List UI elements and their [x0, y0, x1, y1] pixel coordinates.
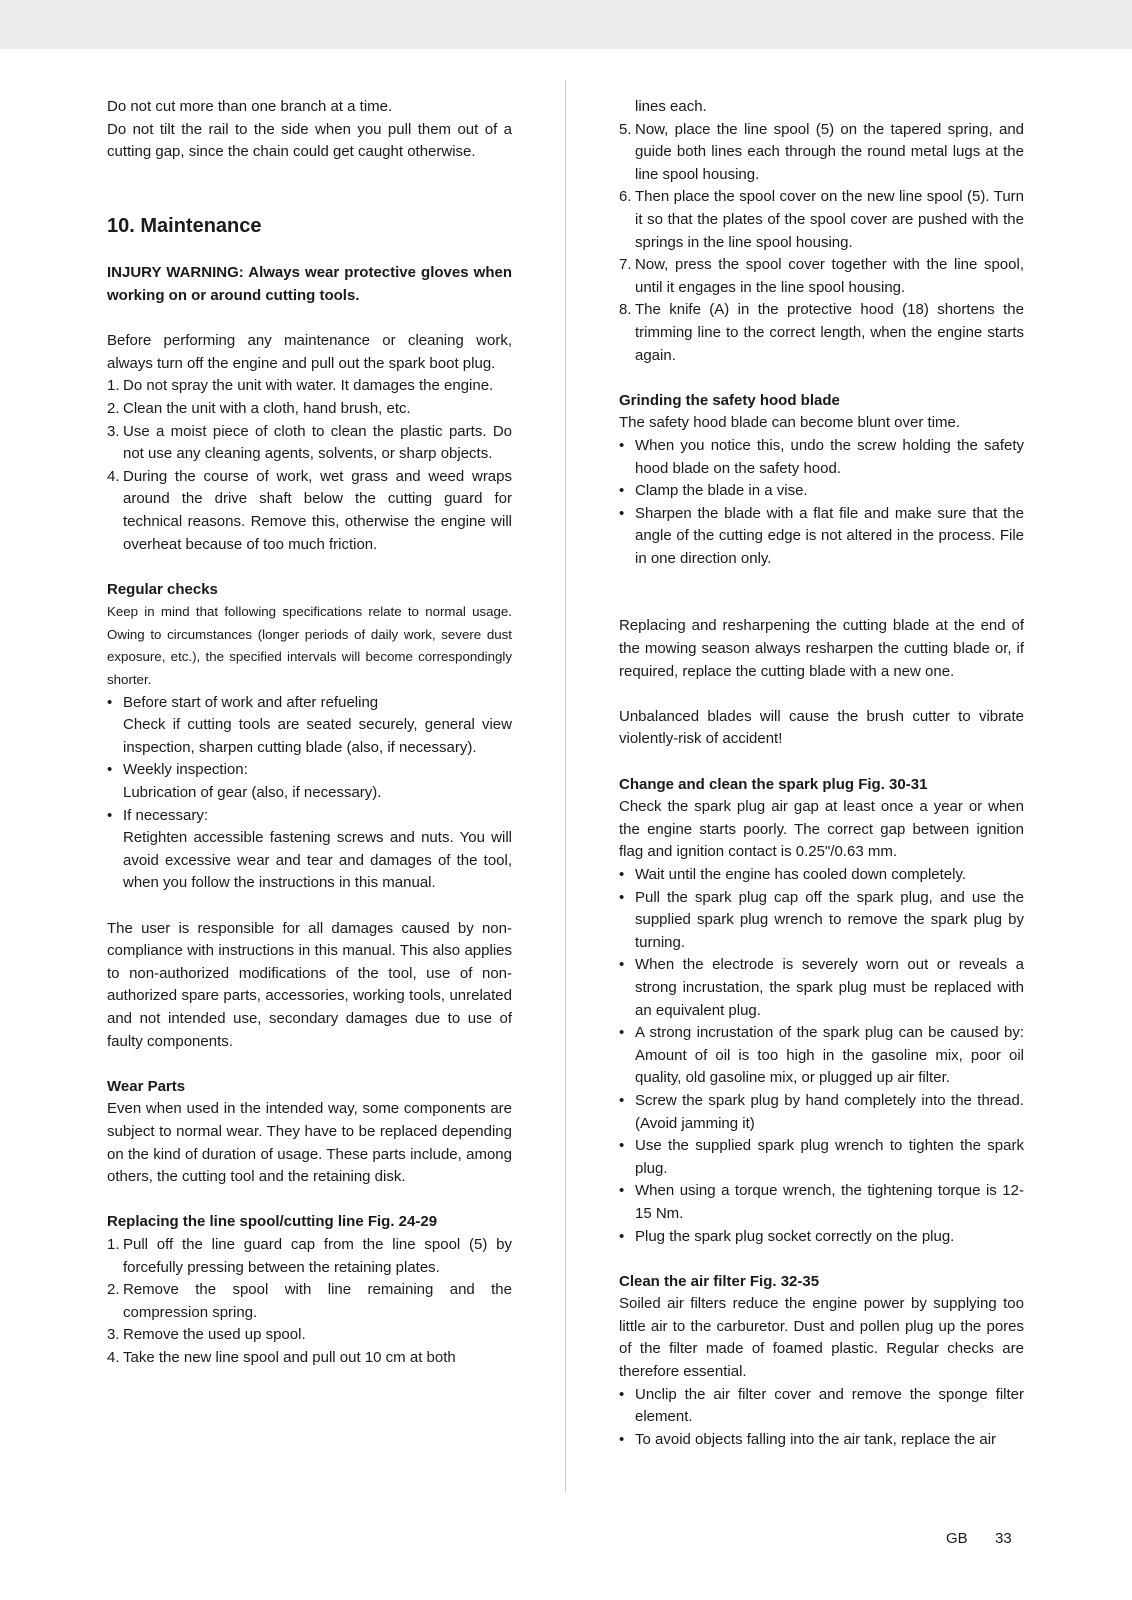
list-item: • When the electrode is severely worn out or reveals a strong incrustation, the spark plug must be replaced with an equivalent plug. — [619, 956, 1024, 1019]
page-number: 33 — [995, 1530, 1012, 1547]
responsibility-text: The user is responsible for all damages caused by non-compliance with instructions in this manual. This also applies to non-authorized modifications of the tool, use of non-authorized spare parts, accessories, working tools, unrelated and not intended use, secondary damages due to use of faulty components. — [107, 919, 512, 1050]
list-item: 6. Then place the spool cover on the new line spool (5). Turn it so that the plates of the spool cover are pushed with the springs in the line spool housing. — [619, 188, 1024, 251]
list-item: 1. Pull off the line guard cap from the line spool (5) by forcefully pressing between the retaining plates. — [107, 1235, 512, 1276]
list-item: 4. During the course of work, wet grass and weed wraps around the drive shaft below the cutting guard for technical reasons. Remove this, otherwise the engine will overheat because of too much friction. — [107, 467, 512, 553]
section-title-maintenance: 10. Maintenance — [107, 214, 262, 237]
spool-heading: Replacing the line spool/cutting line Fig. 24-29 — [107, 1213, 438, 1231]
list-item: • Sharpen the blade with a flat file and make sure that the angle of the cutting edge is not altered in the process. File in one direction only. — [619, 504, 1024, 567]
list-item: 8. The knife (A) in the protective hood (18) shortens the trimming line to the correct length, when the engine starts again. — [619, 301, 1024, 364]
top-bar — [0, 0, 1132, 49]
list-item: • To avoid objects falling into the air tank, replace the air — [619, 1430, 997, 1448]
spark-plug-text: Check the spark plug air gap at least once a year or when the engine starts poorly. The correct gap between ignition flag and ignition contact is 0.25"/0.63 mm. — [619, 798, 1024, 861]
list-item: 7. Now, press the spool cover together with the line spool, until it engages in the line spool housing. — [619, 256, 1024, 296]
list-item: • Pull the spark plug cap off the spark plug, and use the supplied spark plug wrench to remove the spark plug by turning. — [619, 888, 1024, 951]
list-item: 3. Remove the used up spool. — [107, 1326, 306, 1344]
air-filter-list — [619, 1384, 1024, 1452]
list-item: • Weekly inspection: Lubrication of gear (also, if necessary). — [107, 761, 382, 802]
list-item: 5. Now, place the line spool (5) on the tapered spring, and guide both lines each through the round metal lugs at the line spool housing. — [619, 120, 1024, 183]
grinding-heading: Grinding the safety hood blade — [619, 391, 840, 409]
grinding-list — [619, 435, 1024, 571]
list-item: 3. Use a moist piece of cloth to clean the plastic parts. Do not use any cleaning agents, solvents, or sharp objects. — [107, 422, 512, 463]
left-column — [107, 96, 512, 1369]
spark-plug-list — [619, 864, 1024, 1248]
intro-line-2: Do not tilt the rail to the side when you pull them out of a cutting gap, since the chain could get caught otherwise. — [107, 120, 512, 161]
list-item: 2. Remove the spool with line remaining and the compression spring. — [107, 1281, 512, 1321]
list-item: • Before start of work and after refueling Check if cutting tools are seated securely, general view inspection, sharpen cutting blade (also, if necessary). — [107, 693, 512, 756]
spool-steps-list-cont — [619, 119, 1024, 368]
footer-language: GB — [946, 1530, 968, 1547]
spark-plug-heading: Change and clean the spark plug Fig. 30-31 — [619, 775, 928, 793]
list-item: • When using a torque wrench, the tightening torque is 12-15 Nm. — [619, 1182, 1024, 1222]
air-filter-text: Soiled air filters reduce the engine power by supplying too little air to the carburetor. Dust and pollen plug up the pores of the filter made of foamed plastic. Regular checks are therefore essential. — [619, 1295, 1024, 1381]
wear-parts-text: Even when used in the intended way, some components are subject to normal wear. They have to be replaced depending on the kind of duration of usage. These parts include, among others, the cutting tool and the retaining disk. — [107, 1100, 512, 1186]
intro-line-1: Do not cut more than one branch at a time. — [107, 98, 393, 115]
list-item: • If necessary: Retighten accessible fastening screws and nuts. You will avoid excessive wear and tear and damages of the tool, when you follow the instructions in this manual. — [107, 806, 512, 892]
list-item: • Clamp the blade in a vise. — [619, 482, 808, 500]
spool-continuation: lines each. — [635, 98, 707, 115]
unbalanced-text: Unbalanced blades will cause the brush cutter to vibrate violently-risk of accident! — [619, 707, 1024, 748]
list-item: • When you notice this, undo the screw holding the safety hood blade on the safety hood. — [619, 436, 1024, 477]
grinding-text: The safety hood blade can become blunt over time. — [619, 414, 961, 432]
list-item: • Wait until the engine has cooled down completely. — [619, 866, 967, 883]
list-item: • Screw the spark plug by hand completely into the thread. (Avoid jamming it) — [619, 1091, 1024, 1132]
before-maintenance-text: Before performing any maintenance or cleaning work, always turn off the engine and pull out the spark boot plug. — [107, 332, 512, 372]
list-item: 2. Clean the unit with a cloth, hand brush, etc. — [107, 399, 411, 417]
list-item: • Plug the spark plug socket correctly on the plug. — [619, 1227, 955, 1245]
column-divider — [565, 80, 566, 1493]
list-item: • A strong incrustation of the spark plug can be caused by: Amount of oil is too high in the gasoline mix, poor oil quality, old gasoline mix, or plugged up air filter. — [619, 1024, 1024, 1087]
cleaning-steps-list — [107, 375, 512, 556]
regular-checks-text: Keep in mind that following specifications relate to normal usage. Owing to circumstances (longer periods of daily work, severe dust exposure, etc.), the specified intervals will become correspondingly shorter. — [107, 604, 512, 688]
regular-checks-heading: Regular checks — [107, 580, 218, 598]
list-item: 1. Do not spray the unit with water. It damages the engine. — [107, 377, 494, 395]
replacing-blade-text: Replacing and resharpening the cutting blade at the end of the mowing season always resharpen the cutting blade or, if required, replace the cutting blade with a new one. — [619, 617, 1024, 680]
air-filter-heading: Clean the air filter Fig. 32-35 — [619, 1272, 820, 1290]
spool-steps-list — [107, 1234, 512, 1370]
list-item: • Unclip the air filter cover and remove the sponge filter element. — [619, 1385, 1024, 1426]
right-column — [619, 96, 1024, 1451]
wear-parts-heading: Wear Parts — [107, 1077, 186, 1095]
list-item: • Use the supplied spark plug wrench to tighten the spark plug. — [619, 1137, 1024, 1177]
checks-list — [107, 692, 512, 895]
injury-warning: INJURY WARNING: Always wear protective gloves when working on or around cutting tools. — [107, 264, 512, 304]
list-item: 4. Take the new line spool and pull out 10 cm at both — [107, 1348, 456, 1366]
